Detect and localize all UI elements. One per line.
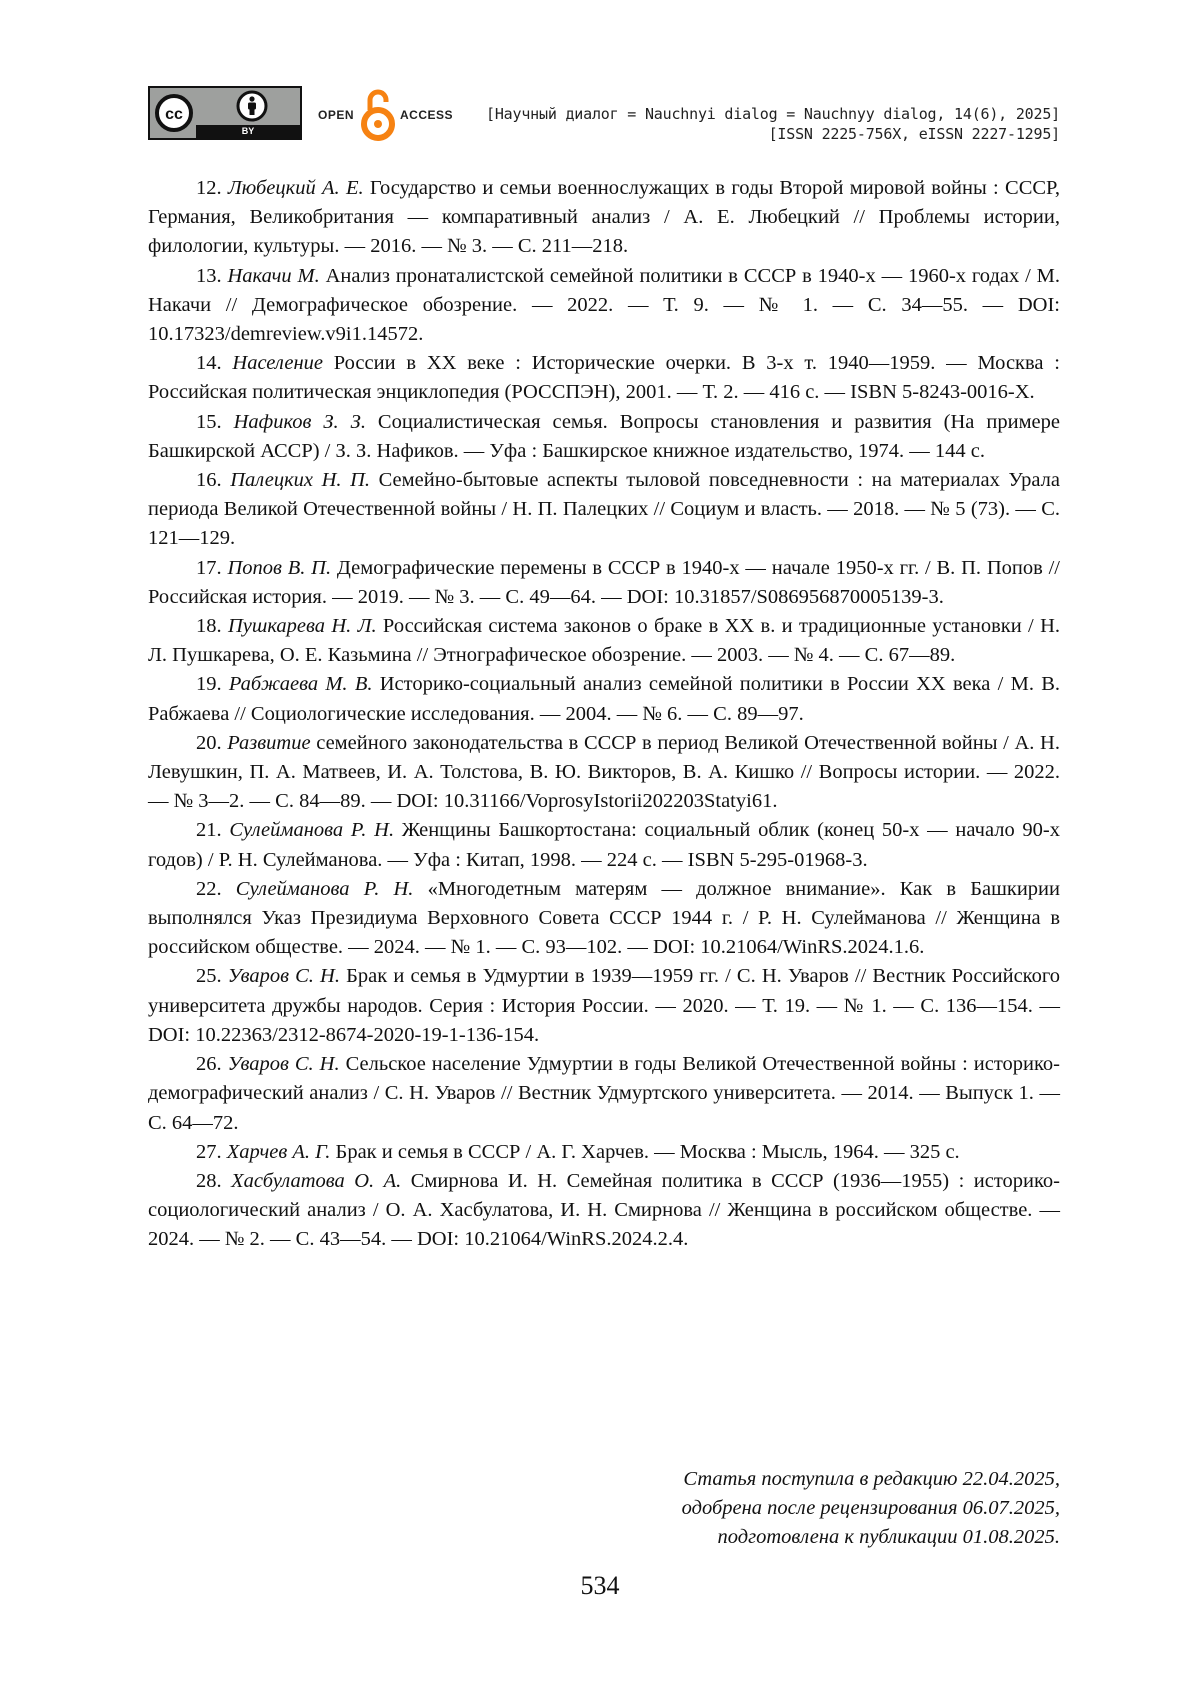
article-received-dates	[682, 1465, 1060, 1552]
reference-number: 25.	[196, 965, 228, 988]
reference-author: Палецких Н. П.	[230, 469, 371, 492]
reference-item	[148, 816, 1060, 874]
reference-text: Брак и семья в СССР / А. Г. Харчев. — Москва : Мысль, 1964. — 325 с.	[330, 1140, 960, 1163]
approved-date-line: одобрена после рецензирования 06.07.2025,	[681, 1497, 1060, 1519]
journal-citation-line2: [ISSN 2225-756X, eISSN 2227-1295]	[768, 125, 1060, 143]
by-person-icon	[236, 90, 268, 122]
reference-text: Сельское население Удмуртии в годы Великой Отечественной войны : историко-демографический анализ / С. Н. Уваров // Вестник Удмуртского университета. — 2014. — Выпуск 1. — С. 64—72.	[148, 1053, 1060, 1134]
reference-item	[148, 962, 1060, 1050]
reference-item	[148, 1138, 1060, 1167]
open-access-logo	[318, 86, 468, 142]
reference-number: 12.	[196, 177, 228, 199]
reference-item	[148, 554, 1060, 612]
reference-author: Пушкарева Н. Л.	[227, 615, 377, 638]
page-header	[148, 86, 1060, 146]
reference-number: 28.	[196, 1169, 232, 1192]
reference-author: Уваров С. Н.	[227, 965, 340, 988]
reference-text: Социалистическая семья. Вопросы становления и развития (На примере Башкирской АССР) / З. З. Нафиков. — Уфа : Башкирское книжное издательство, 1974. — 144 с.	[148, 410, 1060, 462]
reference-number: 20.	[196, 731, 228, 754]
reference-number: 16.	[196, 469, 231, 492]
reference-item	[148, 408, 1060, 466]
reference-item	[148, 1050, 1060, 1138]
reference-number: 13.	[196, 264, 228, 287]
open-access-open-word: OPEN	[318, 108, 355, 122]
reference-item	[148, 875, 1060, 963]
cc-icon	[154, 93, 194, 133]
journal-citation-line1: [Научный диалог = Nauchnyi dialog = Nauchnyy dialog, 14(6), 2025]	[486, 105, 1060, 123]
reference-item	[148, 174, 1060, 262]
reference-item	[148, 466, 1060, 554]
open-lock-icon	[358, 86, 398, 142]
reference-author: Попов В. П.	[227, 556, 332, 579]
reference-author: Сулейманова Р. Н.	[235, 877, 414, 900]
reference-item	[148, 612, 1060, 670]
reference-author: Рабжаева М. В.	[228, 673, 373, 696]
reference-text: Российская система законов о браке в XX в. и традиционные установки / Н. Л. Пушкарева, О. Е. Казьмина // Этнографическое обозрение. — 2003. — № 4. — С. 67—89.	[148, 615, 1060, 667]
reference-item	[148, 729, 1060, 817]
reference-item	[148, 1167, 1060, 1255]
reference-text: Историко-социальный анализ семейной политики в России XX века / М. В. Рабжаева // Социологические исследования. — 2004. — № 6. — С. 89—97.	[148, 673, 1061, 725]
reference-author: Население	[232, 352, 323, 375]
prepared-date-line: подготовлена к публикации 01.08.2025.	[717, 1526, 1060, 1548]
reference-number: 19.	[196, 673, 229, 696]
reference-text: России в XX веке : Исторические очерки. В 3-х т. 1940—1959. — Москва : Российская политическая энциклопедия (РОССПЭН), 2001. — Т. 2. — 416 с. — ISBN 5-8243-0016-X.	[148, 352, 1060, 404]
journal-citation	[486, 104, 1060, 144]
reference-item	[148, 670, 1060, 728]
reference-text: Смирнова И. Н. Семейная политика в СССР (1936—1955) : историко-социологический анализ / О. А. Хасбулатова, И. Н. Смирнова // Женщина в российском обществе. — 2024. — № 2. — С. 43—54. — DOI: 10.21064/WinRS.2024.2.4.	[148, 1169, 1060, 1251]
reference-author: Любецкий А. Е.	[227, 177, 364, 199]
reference-item	[148, 349, 1060, 407]
reference-author: Харчев А. Г.	[226, 1140, 331, 1163]
received-date-line: Статья поступила в редакцию 22.04.2025,	[683, 1468, 1060, 1490]
reference-author: Сулейманова Р. Н.	[229, 819, 395, 842]
reference-text: Женщины Башкортостана: социальный облик (конец 50-х — начало 90-х годов) / Р. Н. Сулейманова. — Уфа : Китап, 1998. — 224 с. — ISBN 5-295-01968-3.	[148, 819, 1060, 871]
reference-item	[148, 262, 1060, 350]
reference-text: «Многодетным матерям — должное внимание». Как в Башкирии выполнялся Указ Президиума Верховного Совета СССР 1944 г. / Р. Н. Сулейманова // Женщина в российском обществе. — 2024. — № 1. — С. 93—102. — DOI: 10.21064/WinRS.2024.1.6.	[148, 877, 1060, 959]
reference-number: 22.	[196, 877, 236, 900]
reference-number: 14.	[196, 352, 233, 375]
reference-author: Развитие	[227, 731, 311, 754]
reference-text: Брак и семья в Удмуртии в 1939—1959 гг. / С. Н. Уваров // Вестник Российского университета дружбы народов. Серия : История России. — 2020. — Т. 19. — № 1. — С. 136—154. — DOI: 10.22363/2312-8674-2020-19-1-136-154.	[148, 965, 1061, 1046]
reference-number: 17.	[196, 556, 228, 579]
reference-author: Уваров С. Н.	[227, 1053, 340, 1076]
reference-text: Семейно-бытовые аспекты тыловой повседневности : на материалах Урала периода Великой Отечественной войны / Н. П. Палецких // Социум и власть. — 2018. — № 5 (73). — С. 121—129.	[148, 469, 1060, 550]
open-access-access-word: ACCESS	[400, 108, 454, 122]
reference-text: Анализ пронаталистской семейной политики в СССР в 1940-х — 1960-х годах / М. Накачи // Демографическое обозрение. — 2022. — Т. 9. — № 1. — С. 34—55. — DOI: 10.17323/demreview.v9i1.14572.	[148, 264, 1061, 346]
by-label: BY	[196, 125, 300, 138]
reference-text: Демографические перемены в СССР в 1940-х — начале 1950-х гг. / В. П. Попов // Российская история. — 2019. — № 3. — С. 49—64. — DOI: 10.31857/S086956870005139-3.	[148, 556, 1060, 608]
reference-number: 26.	[196, 1053, 228, 1076]
reference-number: 15.	[196, 410, 234, 433]
reference-text: семейного законодательства в СССР в период Великой Отечественной войны / А. Н. Левушкин, П. А. Матвеев, И. А. Толстова, В. Ю. Викторов, В. А. Кишко // Вопросы истории. — 2022. — № 3—2. — С. 84—89. — DOI: 10.31166/VoprosyIstorii202203Statyi61.	[148, 731, 1060, 813]
reference-number: 27.	[196, 1140, 227, 1163]
reference-text: Государство и семьи военнослужащих в годы Второй мировой войны : СССР, Германия, Великобритания — компаративный анализ / А. Е. Любецкий // Проблемы истории, филологии, культуры. — 2016. — № 3. — С. 211—218.	[148, 177, 1061, 258]
svg-text:cc: cc	[165, 106, 183, 123]
reference-number: 18.	[196, 615, 228, 638]
reference-author: Хасбулатова О. А.	[231, 1169, 402, 1192]
reference-number: 21.	[196, 819, 230, 842]
reference-author: Накачи М.	[227, 264, 320, 287]
reference-author: Нафиков З. З.	[233, 410, 366, 433]
cc-by-license-badge[interactable]	[148, 86, 302, 140]
reference-list	[148, 174, 1060, 1255]
page-number: 534	[580, 1571, 620, 1600]
